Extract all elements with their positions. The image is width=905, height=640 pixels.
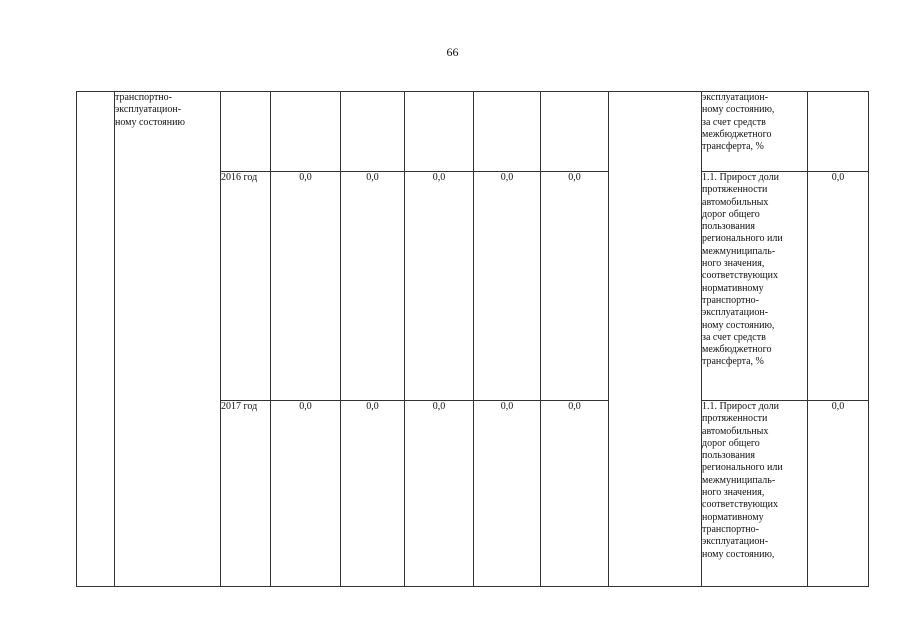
value-cell: 0,0 [341, 401, 405, 587]
indicator-cell [702, 92, 808, 172]
indicator-value-cell: 0,0 [808, 401, 869, 587]
value-cell: 0,0 [405, 401, 474, 587]
objective-cell [115, 92, 221, 587]
value-cell: 0,0 [474, 172, 541, 401]
indicator-value-cell: 0,0 [808, 172, 869, 401]
value-cell: 0,0 [474, 401, 541, 587]
value-cell [405, 92, 474, 172]
indicator-text: 1.1. Прирост доли протяженности автомобильных дорог общего пользования регионального или межмуниципаль- ного значения, соответствующих нормативному транспортно- эксплуатацион- ному состоянию, за счет средств межбюджетного трансферта, % [702, 172, 783, 368]
program-table [76, 91, 869, 587]
page-number: 66 [446, 45, 459, 59]
indicator-text: эксплуатацион- ному состоянию, за счет средств межбюджетного трансферта, % [702, 92, 775, 153]
value-cell: 0,0 [271, 172, 341, 401]
value-cell: 0,0 [405, 172, 474, 401]
year-cell: 2016 год [221, 172, 271, 401]
executor-cell [609, 92, 702, 587]
value-cell: 0,0 [541, 401, 609, 587]
value-cell: 0,0 [341, 172, 405, 401]
value-cell [341, 92, 405, 172]
indicator-text: 1.1. Прирост доли протяженности автомобильных дорог общего пользования регионального или межмуниципаль- ного значения, соответствующих нормативному транспортно- эксплуатацион- ному состоянию, [702, 401, 783, 560]
value-cell [271, 92, 341, 172]
year-cell [221, 92, 271, 172]
value-cell [474, 92, 541, 172]
value-cell: 0,0 [541, 172, 609, 401]
value-cell [541, 92, 609, 172]
indicator-cell [702, 172, 808, 401]
objective-text: транспортно- эксплуатацион- ному состоянию [115, 92, 185, 128]
number-cell [77, 92, 115, 587]
indicator-value-cell [808, 92, 869, 172]
year-cell: 2017 год [221, 401, 271, 587]
table-row [77, 92, 869, 172]
value-cell: 0,0 [271, 401, 341, 587]
indicator-cell [702, 401, 808, 587]
